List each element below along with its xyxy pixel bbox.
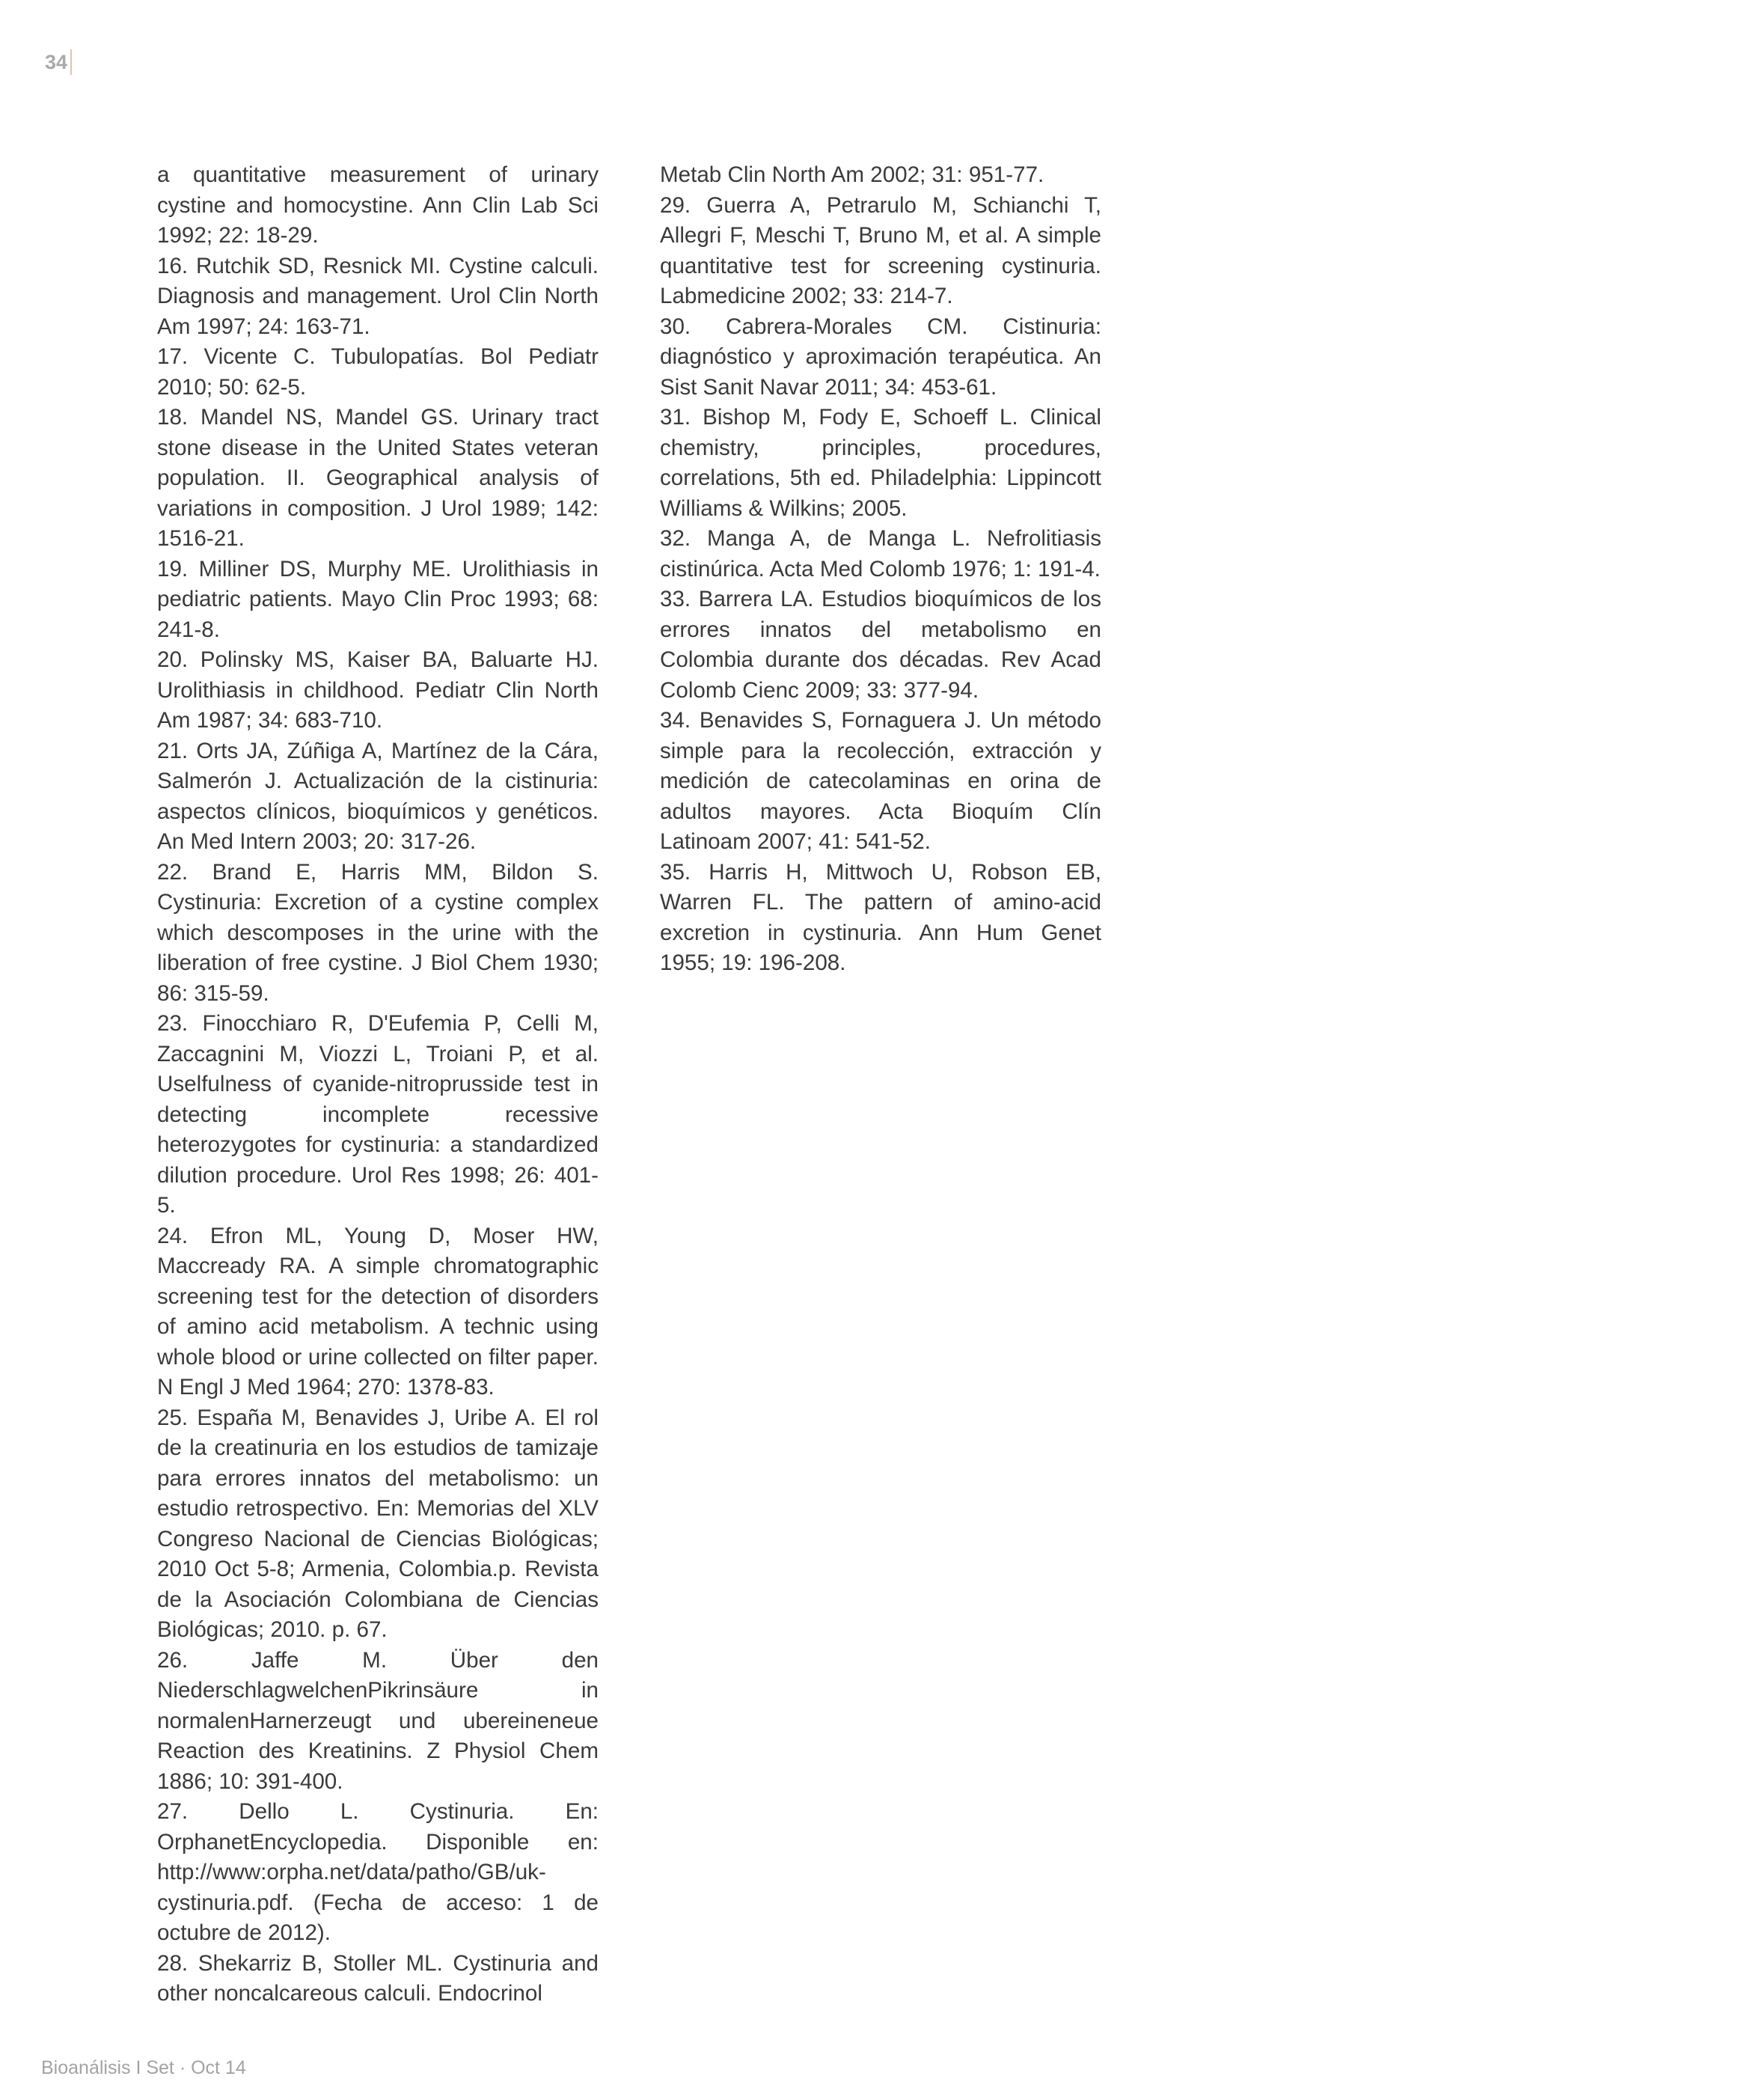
reference-entry: 33. Barrera LA. Estudios bioquímicos de los errores innatos del metabolismo en Colombia durante dos décadas. Rev Acad Colomb Cienc 2009; 33: 377-94.: [660, 587, 1101, 703]
reference-entry: 29. Guerra A, Petrarulo M, Schianchi T, Allegri F, Meschi T, Bruno M, et al. A simple quantitative test for screening cystinuria. Labmedicine 2002; 33: 214-7.: [660, 192, 1101, 308]
reference-entry: Metab Clin North Am 2002; 31: 951-77.: [660, 162, 1044, 187]
reference-entry: 28. Shekarriz B, Stoller ML. Cystinuria and other noncalcareous calculi. Endocrinol: [157, 1950, 599, 2006]
reference-entry: 35. Harris H, Mittwoch U, Robson EB, Warren FL. The pattern of amino-acid excretion in cystinuria. Ann Hum Genet 1955; 19: 196-208.: [660, 859, 1101, 975]
reference-entry: 26. Jaffe M. Über den NiederschlagwelchenPikrinsäure in normalenHarnerzeugt und ubereineneue Reaction des Kreatinins. Z Physiol Chem 1886; 10: 391-400.: [157, 1647, 599, 1794]
reference-entry: 24. Efron ML, Young D, Moser HW, Maccready RA. A simple chromatographic screening test for the detection of disorders of amino acid metabolism. A technic using whole blood or urine collected on filter paper. N Engl J Med 1964; 270: 1378-83.: [157, 1223, 599, 1400]
reference-entry: 22. Brand E, Harris MM, Bildon S. Cystinuria: Excretion of a cystine complex which descomposes in the urine with the liberation of free cystine. J Biol Chem 1930; 86: 315-59.: [157, 859, 599, 1006]
reference-entry: 32. Manga A, de Manga L. Nefrolitiasis cistinúrica. Acta Med Colomb 1976; 1: 191-4.: [660, 526, 1101, 582]
reference-entry: 17. Vicente C. Tubulopatías. Bol Pediatr 2010; 50: 62-5.: [157, 344, 599, 400]
reference-entry: 18. Mandel NS, Mandel GS. Urinary tract stone disease in the United States veteran population. II. Geographical analysis of variations in composition. J Urol 1989; 142: 1516-21.: [157, 405, 599, 551]
references-column-right: [660, 160, 1101, 979]
reference-entry: a quantitative measurement of urinary cystine and homocystine. Ann Clin Lab Sci 1992; 22: 18-29.: [157, 162, 599, 248]
reference-entry: 20. Polinsky MS, Kaiser BA, Baluarte HJ. Urolithiasis in childhood. Pediatr Clin North Am 1987; 34: 683-710.: [157, 647, 599, 733]
running-footer: Bioanálisis I Set · Oct 14: [41, 2057, 246, 2078]
reference-entry: 21. Orts JA, Zúñiga A, Martínez de la Cára, Salmerón J. Actualización de la cistinuria: aspectos clínicos, bioquímicos y genéticos. An Med Intern 2003; 20: 317-26.: [157, 738, 599, 854]
reference-entry: 19. Milliner DS, Murphy ME. Urolithiasis in pediatric patients. Mayo Clin Proc 1993; 68: 241-8.: [157, 556, 599, 642]
page-number: 34: [45, 49, 72, 75]
reference-entry: 31. Bishop M, Fody E, Schoeff L. Clinical chemistry, principles, procedures, correlations, 5th ed. Philadelphia: Lippincott Williams & Wilkins; 2005.: [660, 405, 1101, 521]
reference-entry: 34. Benavides S, Fornaguera J. Un método simple para la recolección, extracción y medición de catecolaminas en orina de adultos mayores. Acta Bioquím Clín Latinoam 2007; 41: 541-52.: [660, 708, 1101, 854]
reference-entry: 25. España M, Benavides J, Uribe A. El rol de la creatinuria en los estudios de tamizaje para errores innatos del metabolismo: un estudio retrospectivo. En: Memorias del XLV Congreso Nacional de Ciencias Biológicas; 2010 Oct 5-8; Armenia, Colombia.p. Revista de la Asociación Colombiana de Ciencias Biológicas; 2010. p. 67.: [157, 1405, 599, 1642]
reference-entry: 16. Rutchik SD, Resnick MI. Cystine calculi. Diagnosis and management. Urol Clin North Am 1997; 24: 163-71.: [157, 253, 599, 339]
reference-entry: 23. Finocchiaro R, D'Eufemia P, Celli M, Zaccagnini M, Viozzi L, Troiani P, et al. Uselfulness of cyanide-nitroprusside test in detecting incomplete recessive heterozygotes for cystinuria: a standardized dilution procedure. Urol Res 1998; 26: 401-5.: [157, 1011, 599, 1218]
references-column-left: [157, 160, 599, 2009]
reference-entry: 27. Dello L. Cystinuria. En: OrphanetEncyclopedia. Disponible en: http://www:orpha.net/data/patho/GB/uk-cystinuria.pdf. (Fecha de acceso: 1 de octubre de 2012).: [157, 1799, 599, 1945]
reference-entry: 30. Cabrera-Morales CM. Cistinuria: diagnóstico y aproximación terapéutica. An Sist Sanit Navar 2011; 34: 453-61.: [660, 314, 1101, 400]
